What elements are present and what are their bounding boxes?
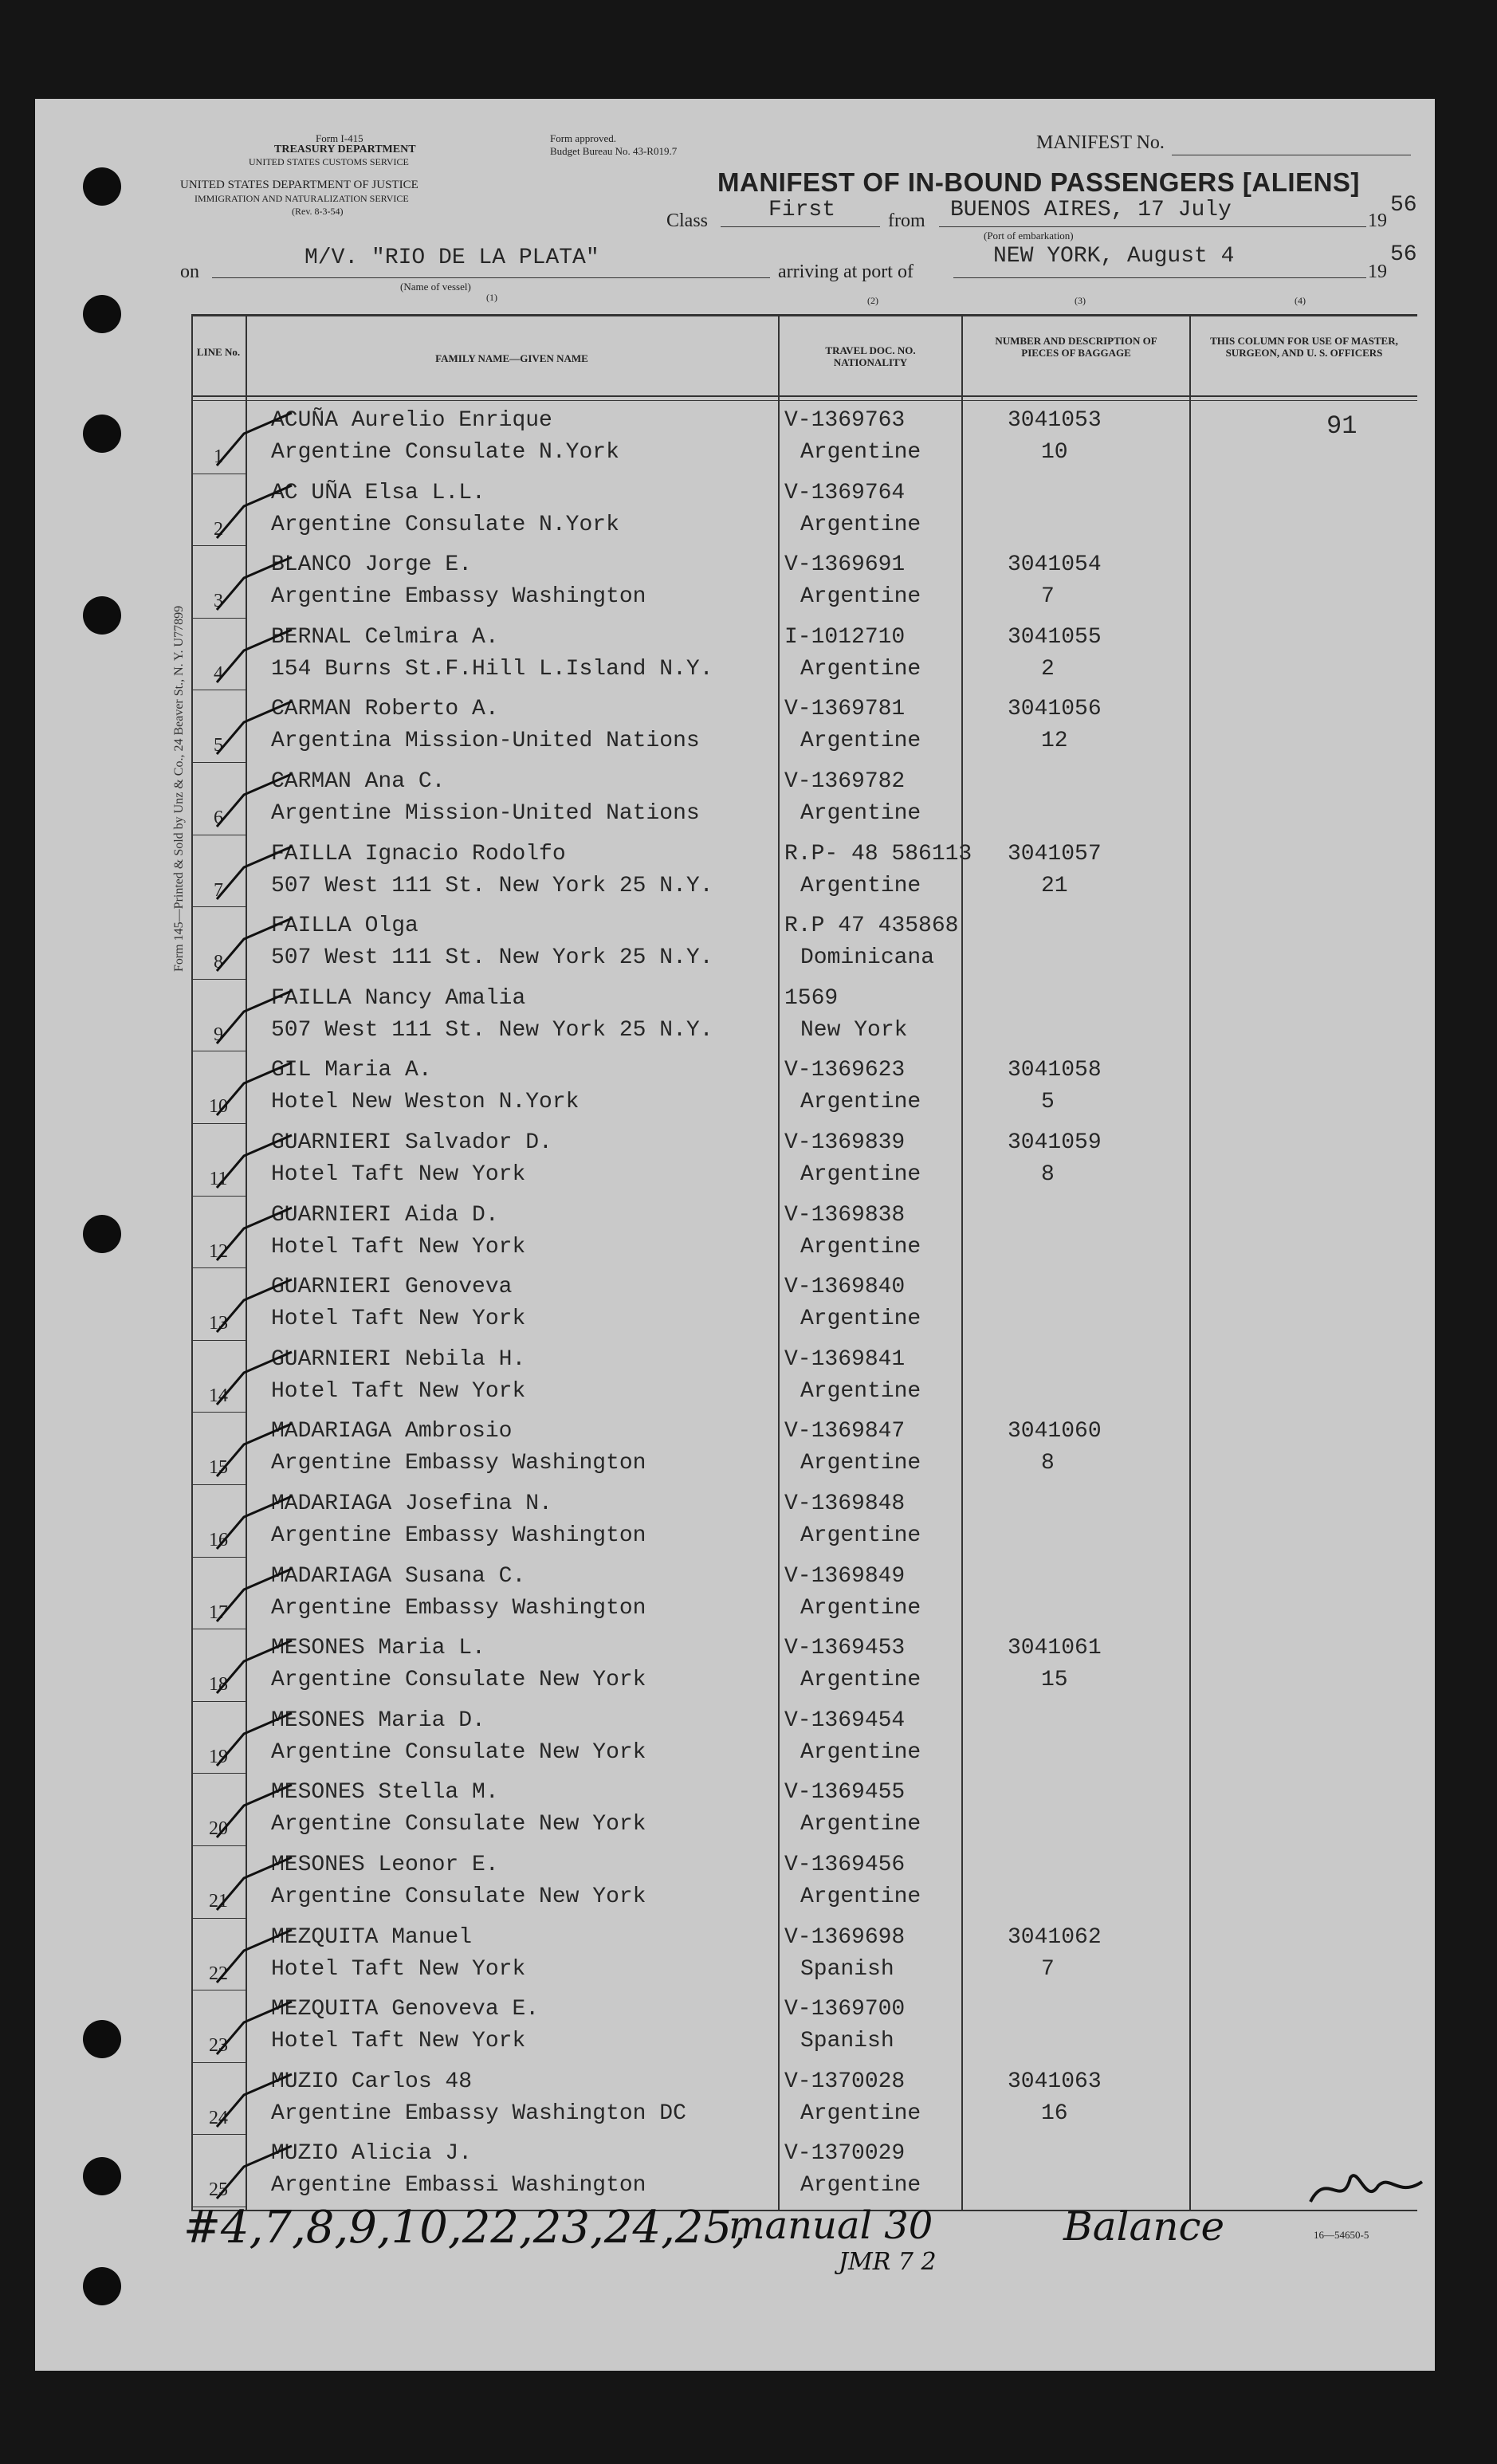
row-check-mark bbox=[212, 1059, 300, 1123]
row-rule bbox=[191, 618, 246, 619]
header-travel-doc: TRAVEL DOC. NO. NATIONALITY bbox=[825, 344, 916, 368]
row-line-no: 8 bbox=[214, 952, 223, 973]
row-nationality: Argentine bbox=[800, 512, 921, 537]
row-check-mark bbox=[212, 1998, 300, 2062]
row-check-mark bbox=[212, 1132, 300, 1196]
row-rule bbox=[191, 2062, 246, 2063]
row-address: 507 West 111 St. New York 25 N.Y. bbox=[271, 873, 713, 898]
row-family-name: GUARNIERI Genoveva bbox=[271, 1275, 513, 1300]
row-nationality: Argentine bbox=[800, 1378, 921, 1404]
num-2: (2) bbox=[867, 295, 878, 306]
row-check-mark bbox=[212, 410, 300, 474]
row-travel-doc: V-1369456 bbox=[784, 1853, 906, 1877]
dept-treasury: TREASURY DEPARTMENT bbox=[274, 143, 416, 155]
from-year: 56 bbox=[1390, 193, 1417, 218]
punch-hole-8 bbox=[83, 2267, 121, 2305]
row-travel-doc: V-1369691 bbox=[784, 552, 906, 578]
row-check-mark bbox=[212, 1566, 300, 1629]
row-check-mark bbox=[212, 843, 300, 907]
row-nationality: Argentine bbox=[800, 1162, 921, 1187]
row-address: Argentine Consulate N.York bbox=[271, 512, 619, 537]
row-nationality: Dominicana bbox=[800, 945, 935, 971]
row-rule bbox=[191, 1701, 246, 1702]
row-line-no: 10 bbox=[209, 1096, 228, 1118]
row-check-mark bbox=[212, 915, 300, 979]
row-check-mark bbox=[212, 1637, 300, 1701]
row-baggage-pieces: 8 bbox=[1041, 1162, 1055, 1187]
row-rule bbox=[191, 1918, 246, 1919]
document-title: MANIFEST OF IN-BOUND PASSENGERS [ALIENS] bbox=[717, 167, 1360, 197]
vessel-line bbox=[212, 277, 770, 278]
row-rule bbox=[191, 1557, 246, 1558]
row-rule bbox=[191, 1123, 246, 1124]
row-address: Argentine Consulate New York bbox=[271, 1739, 646, 1765]
row-line-no: 3 bbox=[214, 591, 223, 612]
row-family-name: FAILLA Nancy Amalia bbox=[271, 985, 526, 1011]
num-1: (1) bbox=[486, 292, 497, 303]
table-header-rule-2 bbox=[191, 400, 1417, 401]
row-address: Hotel Taft New York bbox=[271, 1307, 526, 1332]
row-address: Hotel New Weston N.York bbox=[271, 1090, 580, 1115]
row-check-mark bbox=[212, 1421, 300, 1484]
row-line-no: 14 bbox=[209, 1385, 228, 1406]
manifest-sheet bbox=[35, 99, 1435, 2371]
row-baggage-pieces: 12 bbox=[1041, 729, 1068, 754]
row-baggage-pieces: 7 bbox=[1041, 584, 1055, 610]
row-baggage-no: 3041053 bbox=[1008, 408, 1102, 433]
row-rule bbox=[191, 1484, 246, 1485]
row-family-name: MESONES Stella M. bbox=[271, 1780, 499, 1806]
row-line-no: 23 bbox=[209, 2035, 228, 2057]
col-rule-2 bbox=[778, 314, 780, 2211]
arrival-line bbox=[953, 277, 1366, 278]
num-3: (3) bbox=[1075, 295, 1086, 306]
arrival-year: 56 bbox=[1390, 242, 1417, 267]
row-line-no: 5 bbox=[214, 735, 223, 756]
row-nationality: Argentine bbox=[800, 1307, 921, 1332]
row-check-mark bbox=[212, 1349, 300, 1413]
row-travel-doc: V-1369700 bbox=[784, 1997, 906, 2022]
row-family-name: BERNAL Celmira A. bbox=[271, 624, 499, 650]
row-baggage-pieces: 2 bbox=[1041, 656, 1055, 682]
row-check-mark bbox=[212, 1493, 300, 1557]
table-header-rule bbox=[191, 395, 1417, 397]
dept-justice: UNITED STATES DEPARTMENT OF JUSTICE bbox=[180, 179, 418, 191]
row-family-name: GUARNIERI Aida D. bbox=[271, 1202, 499, 1228]
row-address: Hotel Taft New York bbox=[271, 1956, 526, 1982]
handwritten-balance: Balance bbox=[1063, 2203, 1225, 2250]
handwritten-manual: manual 30 bbox=[729, 2203, 933, 2248]
row-travel-doc: V-1369840 bbox=[784, 1275, 906, 1300]
row-family-name: FAILLA Ignacio Rodolfo bbox=[271, 841, 566, 867]
punch-hole-4 bbox=[83, 596, 121, 635]
dept-customs: UNITED STATES CUSTOMS SERVICE bbox=[249, 156, 409, 167]
row-rule bbox=[191, 979, 246, 980]
punch-hole-6 bbox=[83, 2020, 121, 2058]
row-family-name: MADARIAGA Susana C. bbox=[271, 1563, 526, 1589]
row-line-no: 4 bbox=[214, 662, 223, 684]
officer-note: 91 bbox=[1326, 411, 1358, 441]
row-address: 507 West 111 St. New York 25 N.Y. bbox=[271, 945, 713, 971]
row-baggage-pieces: 21 bbox=[1041, 873, 1068, 898]
table-top-rule bbox=[191, 314, 1417, 316]
row-line-no: 22 bbox=[209, 1963, 228, 1984]
row-travel-doc: V-1369764 bbox=[784, 480, 906, 505]
row-travel-doc: V-1369782 bbox=[784, 769, 906, 794]
row-nationality: Argentine bbox=[800, 729, 921, 754]
row-line-no: 1 bbox=[214, 446, 223, 467]
row-baggage-no: 3041061 bbox=[1008, 1636, 1102, 1661]
table-left-rule bbox=[191, 314, 193, 2211]
class-label: Class bbox=[666, 210, 709, 231]
row-rule bbox=[191, 762, 246, 763]
handwritten-sub: JMR 7 2 bbox=[839, 2248, 937, 2276]
row-line-no: 25 bbox=[209, 2179, 228, 2201]
header-officers: THIS COLUMN FOR USE OF MASTER, SURGEON, AND U. S. OFFICERS bbox=[1210, 335, 1398, 359]
row-address: Argentine Embassy Washington bbox=[271, 584, 646, 610]
row-check-mark bbox=[212, 2071, 300, 2135]
row-rule bbox=[191, 1196, 246, 1197]
row-nationality: Spanish bbox=[800, 2029, 894, 2054]
row-baggage-pieces: 5 bbox=[1041, 1090, 1055, 1115]
row-family-name: MESONES Leonor E. bbox=[271, 1853, 499, 1877]
form-revision: (Rev. 8-3-54) bbox=[292, 206, 344, 217]
row-family-name: BLANCO Jorge E. bbox=[271, 552, 473, 578]
row-baggage-no: 3041063 bbox=[1008, 2069, 1102, 2094]
row-travel-doc: V-1369453 bbox=[784, 1636, 906, 1661]
from-label: from bbox=[888, 210, 925, 231]
row-travel-doc: V-1369455 bbox=[784, 1780, 906, 1806]
col-rule-3 bbox=[961, 314, 963, 2211]
row-family-name: GUARNIERI Salvador D. bbox=[271, 1130, 552, 1155]
row-check-mark bbox=[212, 1854, 300, 1918]
punch-hole-7 bbox=[83, 2157, 121, 2195]
row-address: Argentine Embassy Washington bbox=[271, 1523, 646, 1548]
row-family-name: MUZIO Alicia J. bbox=[271, 2141, 473, 2167]
row-travel-doc: V-1370028 bbox=[784, 2069, 906, 2094]
row-address: Hotel Taft New York bbox=[271, 2029, 526, 2054]
row-address: Argentine Consulate New York bbox=[271, 1668, 646, 1693]
row-nationality: New York bbox=[800, 1017, 908, 1043]
row-check-mark bbox=[212, 627, 300, 690]
row-rule bbox=[191, 2134, 246, 2135]
row-family-name: MADARIAGA Josefina N. bbox=[271, 1491, 552, 1516]
row-address: Argentine Mission-United Nations bbox=[271, 801, 700, 826]
row-nationality: Argentine bbox=[800, 1523, 921, 1548]
row-address: Argentine Embassy Washington bbox=[271, 1595, 646, 1621]
row-family-name: MEZQUITA Manuel bbox=[271, 1924, 473, 1950]
row-baggage-pieces: 16 bbox=[1041, 2100, 1068, 2126]
row-check-mark bbox=[212, 1204, 300, 1268]
row-family-name: GIL Maria A. bbox=[271, 1058, 432, 1083]
row-line-no: 2 bbox=[214, 518, 223, 540]
form-number: 16—54650-5 bbox=[1314, 2229, 1369, 2241]
row-rule bbox=[191, 1412, 246, 1413]
row-family-name: ACUÑA Aurelio Enrique bbox=[271, 408, 552, 433]
row-line-no: 9 bbox=[214, 1024, 223, 1045]
row-line-no: 19 bbox=[209, 1746, 228, 1767]
row-travel-doc: V-1369838 bbox=[784, 1202, 906, 1228]
row-check-mark bbox=[212, 698, 300, 762]
arrival-year-prefix: 19 bbox=[1368, 261, 1387, 282]
row-baggage-pieces: 8 bbox=[1041, 1451, 1055, 1476]
row-baggage-no: 3041056 bbox=[1008, 697, 1102, 722]
row-check-mark bbox=[212, 554, 300, 618]
row-baggage-no: 3041062 bbox=[1008, 1924, 1102, 1950]
row-rule bbox=[191, 545, 246, 546]
vessel-caption: (Name of vessel) bbox=[400, 281, 471, 293]
row-address: Hotel Taft New York bbox=[271, 1234, 526, 1260]
row-travel-doc: 1569 bbox=[784, 985, 839, 1011]
manifest-no-label: MANIFEST No. bbox=[1036, 132, 1165, 153]
row-baggage-no: 3041060 bbox=[1008, 1419, 1102, 1444]
row-line-no: 15 bbox=[209, 1457, 228, 1479]
col-rule-4 bbox=[1189, 314, 1191, 2211]
row-travel-doc: R.P 47 435868 bbox=[784, 914, 959, 939]
row-line-no: 13 bbox=[209, 1313, 228, 1334]
row-rule bbox=[191, 1340, 246, 1341]
form-approved: Form approved. bbox=[550, 132, 617, 144]
row-address: Hotel Taft New York bbox=[271, 1378, 526, 1404]
row-line-no: 12 bbox=[209, 1240, 228, 1262]
row-line-no: 7 bbox=[214, 879, 223, 901]
officer-signature-scribble bbox=[1303, 2162, 1430, 2218]
row-family-name: CARMAN Roberto A. bbox=[271, 697, 499, 722]
row-line-no: 17 bbox=[209, 1601, 228, 1623]
arrival-port: NEW YORK, August 4 bbox=[993, 244, 1235, 269]
row-line-no: 24 bbox=[209, 2107, 228, 2128]
row-nationality: Argentine bbox=[800, 801, 921, 826]
row-nationality: Argentine bbox=[800, 584, 921, 610]
row-address: Hotel Taft New York bbox=[271, 1162, 526, 1187]
budget-bureau: Budget Bureau No. 43-R019.7 bbox=[550, 145, 678, 157]
row-travel-doc: R.P- 48 586113 bbox=[784, 841, 972, 867]
row-check-mark bbox=[212, 988, 300, 1051]
row-family-name: MESONES Maria D. bbox=[271, 1708, 485, 1733]
row-address: Argentine Consulate New York bbox=[271, 1884, 646, 1909]
row-nationality: Argentine bbox=[800, 1739, 921, 1765]
row-travel-doc: V-1369839 bbox=[784, 1130, 906, 1155]
row-nationality: Argentine bbox=[800, 1668, 921, 1693]
row-baggage-pieces: 10 bbox=[1041, 440, 1068, 465]
row-baggage-no: 3041054 bbox=[1008, 552, 1102, 578]
row-travel-doc: V-1369623 bbox=[784, 1058, 906, 1083]
row-travel-doc: V-1369763 bbox=[784, 408, 906, 433]
row-nationality: Spanish bbox=[800, 1956, 894, 1982]
row-rule bbox=[191, 1845, 246, 1846]
row-travel-doc: V-1369847 bbox=[784, 1419, 906, 1444]
class-line bbox=[721, 226, 880, 227]
on-label: on bbox=[180, 261, 199, 282]
row-check-mark bbox=[212, 482, 300, 546]
from-value: BUENOS AIRES, 17 July bbox=[950, 198, 1232, 222]
row-baggage-no: 3041058 bbox=[1008, 1058, 1102, 1083]
row-address: Argentine Embassy Washington DC bbox=[271, 2100, 686, 2126]
row-rule bbox=[191, 906, 246, 907]
row-nationality: Argentine bbox=[800, 2173, 921, 2199]
row-nationality: Argentine bbox=[800, 873, 921, 898]
row-nationality: Argentine bbox=[800, 1812, 921, 1837]
from-year-prefix: 19 bbox=[1368, 210, 1387, 231]
from-line bbox=[939, 226, 1366, 227]
row-nationality: Argentine bbox=[800, 440, 921, 465]
vessel-name: M/V. "RIO DE LA PLATA" bbox=[305, 246, 599, 270]
row-family-name: MEZQUITA Genoveva E. bbox=[271, 1997, 540, 2022]
row-line-no: 16 bbox=[209, 1530, 228, 1550]
form-id: Form I-415 bbox=[316, 132, 363, 144]
row-baggage-no: 3041059 bbox=[1008, 1130, 1102, 1155]
row-travel-doc: V-1369698 bbox=[784, 1924, 906, 1950]
row-line-no: 11 bbox=[209, 1169, 228, 1189]
row-line-no: 6 bbox=[214, 808, 223, 828]
row-check-mark bbox=[212, 1710, 300, 1774]
row-nationality: Argentine bbox=[800, 1884, 921, 1909]
header-name: FAMILY NAME—GIVEN NAME bbox=[435, 352, 588, 364]
row-address: 507 West 111 St. New York 25 N.Y. bbox=[271, 1017, 713, 1043]
punch-hole-2 bbox=[83, 295, 121, 333]
header-line-no: LINE No. bbox=[196, 346, 241, 358]
punch-hole-5 bbox=[83, 1215, 121, 1253]
row-line-no: 20 bbox=[209, 1818, 228, 1840]
row-line-no: 18 bbox=[209, 1674, 228, 1696]
row-family-name: MADARIAGA Ambrosio bbox=[271, 1419, 513, 1444]
row-rule bbox=[191, 1267, 246, 1268]
row-rule bbox=[191, 1773, 246, 1774]
row-family-name: CARMAN Ana C. bbox=[271, 769, 446, 794]
row-line-no: 21 bbox=[209, 1891, 228, 1912]
row-nationality: Argentine bbox=[800, 1595, 921, 1621]
row-nationality: Argentine bbox=[800, 1451, 921, 1476]
row-baggage-pieces: 15 bbox=[1041, 1668, 1068, 1693]
printer-side-text: Form 145—Printed & Sold by Unz & Co., 24 Beaver St., N. Y. U77899 bbox=[172, 605, 186, 972]
handwritten-numbers: #4,7,8,9,10,22,23,24,25, bbox=[183, 2202, 746, 2254]
row-address: Argentine Consulate New York bbox=[271, 1812, 646, 1837]
punch-hole-1 bbox=[83, 167, 121, 206]
row-address: Argentine Embassi Washington bbox=[271, 2173, 646, 2199]
row-nationality: Argentine bbox=[800, 1234, 921, 1260]
header-baggage: NUMBER AND DESCRIPTION OF PIECES OF BAGGAGE bbox=[995, 335, 1157, 359]
row-baggage-pieces: 7 bbox=[1041, 1956, 1055, 1982]
row-address: Argentine Consulate N.York bbox=[271, 440, 619, 465]
row-travel-doc: I-1012710 bbox=[784, 624, 906, 650]
row-family-name: FAILLA Olga bbox=[271, 914, 418, 939]
row-check-mark bbox=[212, 1782, 300, 1845]
row-travel-doc: V-1369454 bbox=[784, 1708, 906, 1733]
row-check-mark bbox=[212, 2143, 300, 2207]
row-family-name: MUZIO Carlos 48 bbox=[271, 2069, 473, 2094]
row-travel-doc: V-1370029 bbox=[784, 2141, 906, 2167]
row-travel-doc: V-1369841 bbox=[784, 1346, 906, 1372]
row-address: Argentine Embassy Washington bbox=[271, 1451, 646, 1476]
row-nationality: Argentine bbox=[800, 1090, 921, 1115]
row-nationality: Argentine bbox=[800, 2100, 921, 2126]
row-nationality: Argentine bbox=[800, 656, 921, 682]
row-travel-doc: V-1369849 bbox=[784, 1563, 906, 1589]
row-address: 154 Burns St.F.Hill L.Island N.Y. bbox=[271, 656, 713, 682]
num-4: (4) bbox=[1295, 295, 1306, 306]
row-family-name: AC UÑA Elsa L.L. bbox=[271, 480, 485, 505]
punch-hole-3 bbox=[83, 415, 121, 453]
row-family-name: GUARNIERI Nebila H. bbox=[271, 1346, 526, 1372]
class-value: First bbox=[768, 198, 836, 222]
dept-immigration: IMMIGRATION AND NATURALIZATION SERVICE bbox=[194, 193, 409, 204]
row-check-mark bbox=[212, 1276, 300, 1340]
arriving-label: arriving at port of bbox=[778, 261, 914, 282]
row-baggage-no: 3041055 bbox=[1008, 624, 1102, 650]
row-check-mark bbox=[212, 771, 300, 835]
row-address: Argentina Mission-United Nations bbox=[271, 729, 700, 754]
row-check-mark bbox=[212, 1927, 300, 1990]
row-baggage-no: 3041057 bbox=[1008, 841, 1102, 867]
row-travel-doc: V-1369781 bbox=[784, 697, 906, 722]
row-family-name: MESONES Maria L. bbox=[271, 1636, 485, 1661]
port-embarkation-caption: (Port of embarkation) bbox=[984, 230, 1074, 242]
row-travel-doc: V-1369848 bbox=[784, 1491, 906, 1516]
